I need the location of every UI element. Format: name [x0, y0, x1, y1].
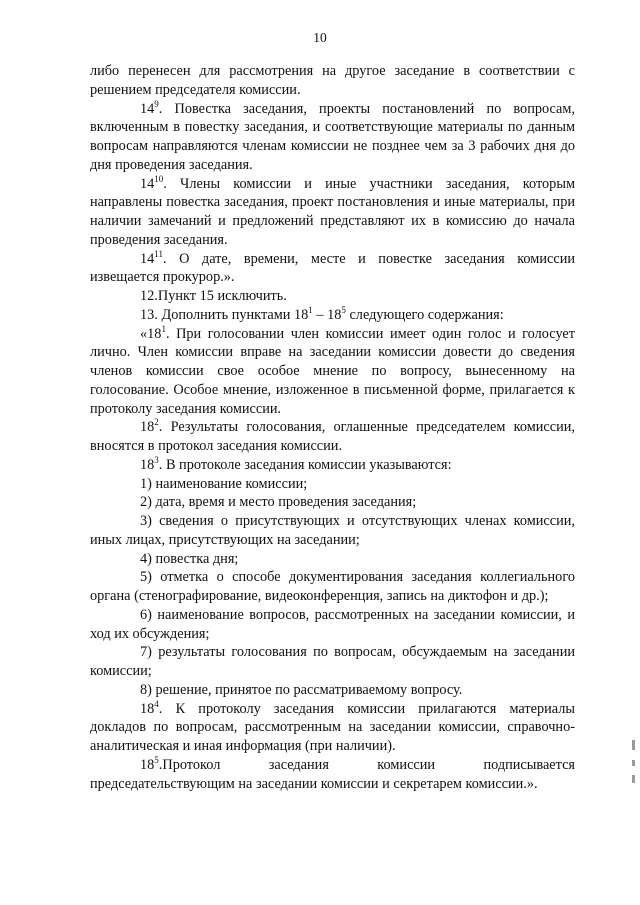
page-number: 10 [313, 30, 327, 45]
list-item-6: 6) наименование вопросов, рассмотренных на заседании комиссии, и ход их обсуждения; [90, 606, 575, 642]
paragraph-18-2: $18^2$. Результаты голосования, оглашенные председателем комиссии, вносятся в протокол заседания комиссии. [90, 417, 575, 454]
scan-margin-mark [632, 775, 635, 783]
list-item-2: 2) дата, время и место проведения заседания; [140, 494, 417, 511]
scan-margin-mark [632, 760, 635, 766]
list-item-3: 3) сведения о присутствующих и отсутствующих членах комиссии, иных лицах, присутствующих на заседании; [90, 513, 575, 548]
paragraph-14-9: $14^9$. Повестка заседания, проекты постановлений по вопросам, включенным в повестку заседания, и соответствующие материалы по данным вопросам направляются членам комиссии не позднее чем за 3 рабочих дня до дня проведения заседания. [90, 98, 575, 173]
paragraph-18-5: $18^5.Протокол$ заседания комиссии подписывается председательствующим на заседании комиссии и секретарем комиссии.». [90, 754, 575, 792]
list-item-8: 8) решение, принятое по рассматриваемому вопросу. [140, 681, 463, 698]
paragraph-item-12: 12.Пункт 15 исключить. [140, 288, 287, 304]
list-item-5: 5) отметка о способе документирования заседания коллегиального органа (стенографирование, видеоконференция, запись на диктофон и др.); [90, 569, 575, 604]
scan-margin-mark [632, 740, 635, 750]
paragraph-18-3: $18^3$. В протоколе заседания комиссии указываются: [140, 454, 452, 473]
paragraph-item-13: 13. Дополнить пунктами $18^1 - 18^5$ следующего содержания: [140, 304, 504, 323]
paragraph-continuation: либо перенесен для рассмотрения на другое заседание в соответствии с решением председателя комиссии. [90, 63, 575, 98]
list-item-4: 4) повестка дня; [140, 550, 239, 567]
paragraph-18-1: «$18^1$. При голосовании член комиссии имеет один голос и голосует лично. Член комиссии вправе на заседании комиссии довести до сведения членов комиссии свое особое мнение по вопросу, вынесенному на голосование. Особое мнение, изложенное в письменной форме, прилагается к протоколу заседания комиссии. [90, 323, 575, 417]
paragraph-14-11: $14^{11}$. О дате, времени, месте и повестке заседания комиссии извещается прокурор.». [90, 248, 575, 286]
document-body [90, 62, 575, 793]
list-item-1: 1) наименование комиссии; [140, 475, 308, 492]
paragraph-14-10: $14^{10}$. Члены комиссии и иные участники заседания, которым направлены повестка заседания, проект постановления и иные материалы, при наличии замечаний и предложений представляют их в комиссию до начала проведения заседания. [90, 173, 575, 248]
list-item-7: 7) результаты голосования по вопросам, обсуждаемым на заседании комиссии; [90, 644, 575, 679]
paragraph-18-4: $18^4$. К протоколу заседания комиссии прилагаются материалы докладов по вопросам, рассмотренным на заседании комиссии, справочно-аналитическая и иная информация (при наличии). [90, 698, 575, 754]
